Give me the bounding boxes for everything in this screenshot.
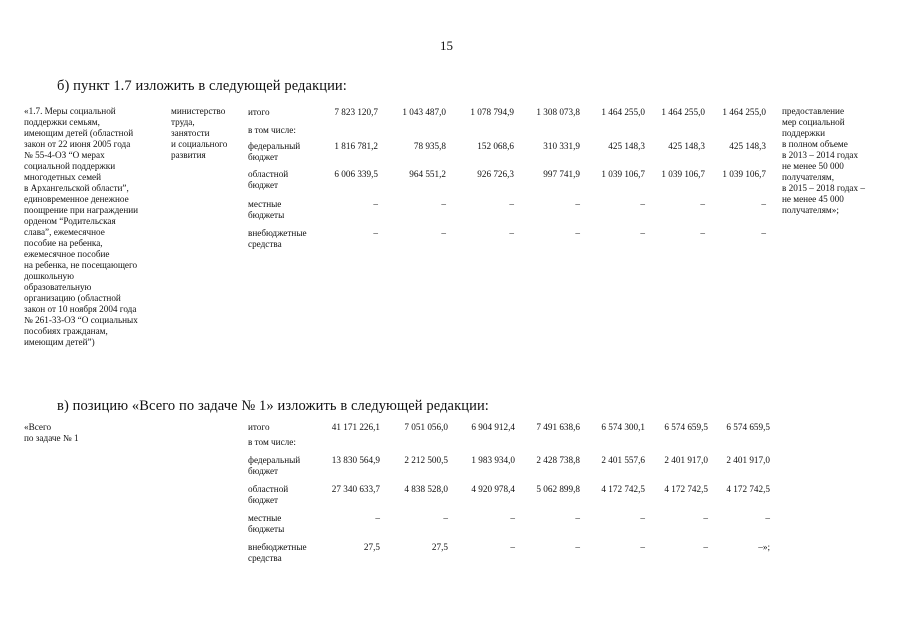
table-cell: 425 148,3 xyxy=(608,141,645,151)
table-cell: 2 428 738,8 xyxy=(536,455,580,465)
table-cell: 1 464 255,0 xyxy=(601,107,645,117)
table-cell: 27 340 633,7 xyxy=(331,484,380,494)
table-cell: – xyxy=(640,513,645,523)
table-cell: 1 983 934,0 xyxy=(471,455,515,465)
table-cell: – xyxy=(510,542,515,552)
row-label: областной бюджет xyxy=(248,169,289,190)
executor-text: министерство труда, занятости и социального развития xyxy=(171,106,228,160)
row-label: внебюджетные средства xyxy=(248,542,307,563)
table-cell: – xyxy=(700,228,705,238)
table-cell: 4 172 742,5 xyxy=(601,484,645,494)
total-label: «Всего по задаче № 1 xyxy=(24,422,79,443)
table-cell: –»; xyxy=(758,542,770,552)
table-cell: – xyxy=(373,199,378,209)
row-label: федеральный бюджет xyxy=(248,455,301,476)
table-cell: 1 464 255,0 xyxy=(661,107,705,117)
table-cell: 6 574 300,1 xyxy=(601,422,645,432)
table-cell: 926 726,3 xyxy=(477,169,514,179)
table-cell: – xyxy=(703,542,708,552)
table-cell: 152 068,6 xyxy=(477,141,514,151)
table-cell: 1 043 487,0 xyxy=(402,107,446,117)
table-cell: 27,5 xyxy=(363,542,380,552)
table-cell: 2 212 500,5 xyxy=(404,455,448,465)
table-cell: – xyxy=(443,513,448,523)
table-cell: 5 062 899,8 xyxy=(536,484,580,494)
table-cell: – xyxy=(700,199,705,209)
table-cell: 425 148,3 xyxy=(668,141,705,151)
table-cell: 4 920 978,4 xyxy=(471,484,515,494)
table-cell: 13 830 564,9 xyxy=(331,455,380,465)
table-cell: 1 078 794,9 xyxy=(470,107,514,117)
table-cell: 7 051 056,0 xyxy=(404,422,448,432)
row-label: итого xyxy=(248,107,270,117)
table-cell: 7 491 638,6 xyxy=(536,422,580,432)
table-cell: 7 823 120,7 xyxy=(334,107,378,117)
table-cell: – xyxy=(761,199,766,209)
table-cell: 310 331,9 xyxy=(543,141,580,151)
row-label: в том числе: xyxy=(248,437,296,447)
table-cell: – xyxy=(703,513,708,523)
table-cell: 1 464 255,0 xyxy=(722,107,766,117)
table-cell: – xyxy=(509,199,514,209)
table-cell: 6 904 912,4 xyxy=(471,422,515,432)
table-cell: 2 401 917,0 xyxy=(726,455,770,465)
table-cell: 425 148,3 xyxy=(729,141,766,151)
row-label: федеральный бюджет xyxy=(248,141,301,162)
section-v-heading: в) позицию «Всего по задаче № 1» изложить в следующей редакции: xyxy=(57,398,489,414)
table-cell: – xyxy=(765,513,770,523)
table-cell: – xyxy=(575,542,580,552)
table-cell: – xyxy=(640,228,645,238)
table-cell: 964 551,2 xyxy=(409,169,446,179)
table-cell: 2 401 557,6 xyxy=(601,455,645,465)
table-cell: – xyxy=(373,228,378,238)
section-b-heading: б) пункт 1.7 изложить в следующей редакции: xyxy=(57,78,347,94)
table-cell: – xyxy=(575,513,580,523)
table-cell: – xyxy=(575,228,580,238)
result-text: предоставление мер социальной поддержки в полном объеме в 2013 – 2014 годах не менее 50 000 получателям, в 2015 – 2018 годах – не менее 45 000 получателям»; xyxy=(782,106,865,215)
page-number: 15 xyxy=(440,38,453,53)
table-cell: 41 171 226,1 xyxy=(331,422,380,432)
table-cell: – xyxy=(640,542,645,552)
table-cell: – xyxy=(441,228,446,238)
table-cell: 27,5 xyxy=(431,542,448,552)
table-cell: 4 838 528,0 xyxy=(404,484,448,494)
table-cell: 4 172 742,5 xyxy=(664,484,708,494)
table-cell: 1 308 073,8 xyxy=(536,107,580,117)
table-cell: 6 006 339,5 xyxy=(334,169,378,179)
table-cell: – xyxy=(510,513,515,523)
table-cell: 1 039 106,7 xyxy=(722,169,766,179)
row-label: местные бюджеты xyxy=(248,513,285,534)
row-label: внебюджетные средства xyxy=(248,228,307,249)
table-cell: 6 574 659,5 xyxy=(726,422,770,432)
table-cell: 4 172 742,5 xyxy=(726,484,770,494)
table-cell: 2 401 917,0 xyxy=(664,455,708,465)
row-label: областной бюджет xyxy=(248,484,289,505)
table-cell: 997 741,9 xyxy=(543,169,580,179)
table-cell: – xyxy=(640,199,645,209)
table-cell: – xyxy=(375,513,380,523)
table-cell: 1 816 781,2 xyxy=(334,141,378,151)
table-cell: – xyxy=(441,199,446,209)
table-cell: – xyxy=(509,228,514,238)
row-label: местные бюджеты xyxy=(248,199,285,220)
table-cell: 1 039 106,7 xyxy=(601,169,645,179)
table-cell: 78 935,8 xyxy=(413,141,446,151)
table-cell: 6 574 659,5 xyxy=(664,422,708,432)
table-cell: 1 039 106,7 xyxy=(661,169,705,179)
table-cell: – xyxy=(575,199,580,209)
row-label: итого xyxy=(248,422,270,432)
row-label: в том числе: xyxy=(248,125,296,135)
measure-description: «1.7. Меры социальной поддержки семьям, имеющим детей (областной закон от 22 июня 2005 года № 55-4-ОЗ “О мерах социальной поддержки многодетных семей в Архангельской области”, единовременное денежное поощрение при награждении орденом “Родительская слава”, ежемесячное пособие на ребенка, ежемесячное пособие на ребенка, не посещающего дошкольную образовательную организацию (областной закон от 10 ноября 2004 года № 261-33-ОЗ “О социальных пособиях гражданам, имеющим детей”) xyxy=(24,106,139,347)
table-cell: – xyxy=(761,228,766,238)
